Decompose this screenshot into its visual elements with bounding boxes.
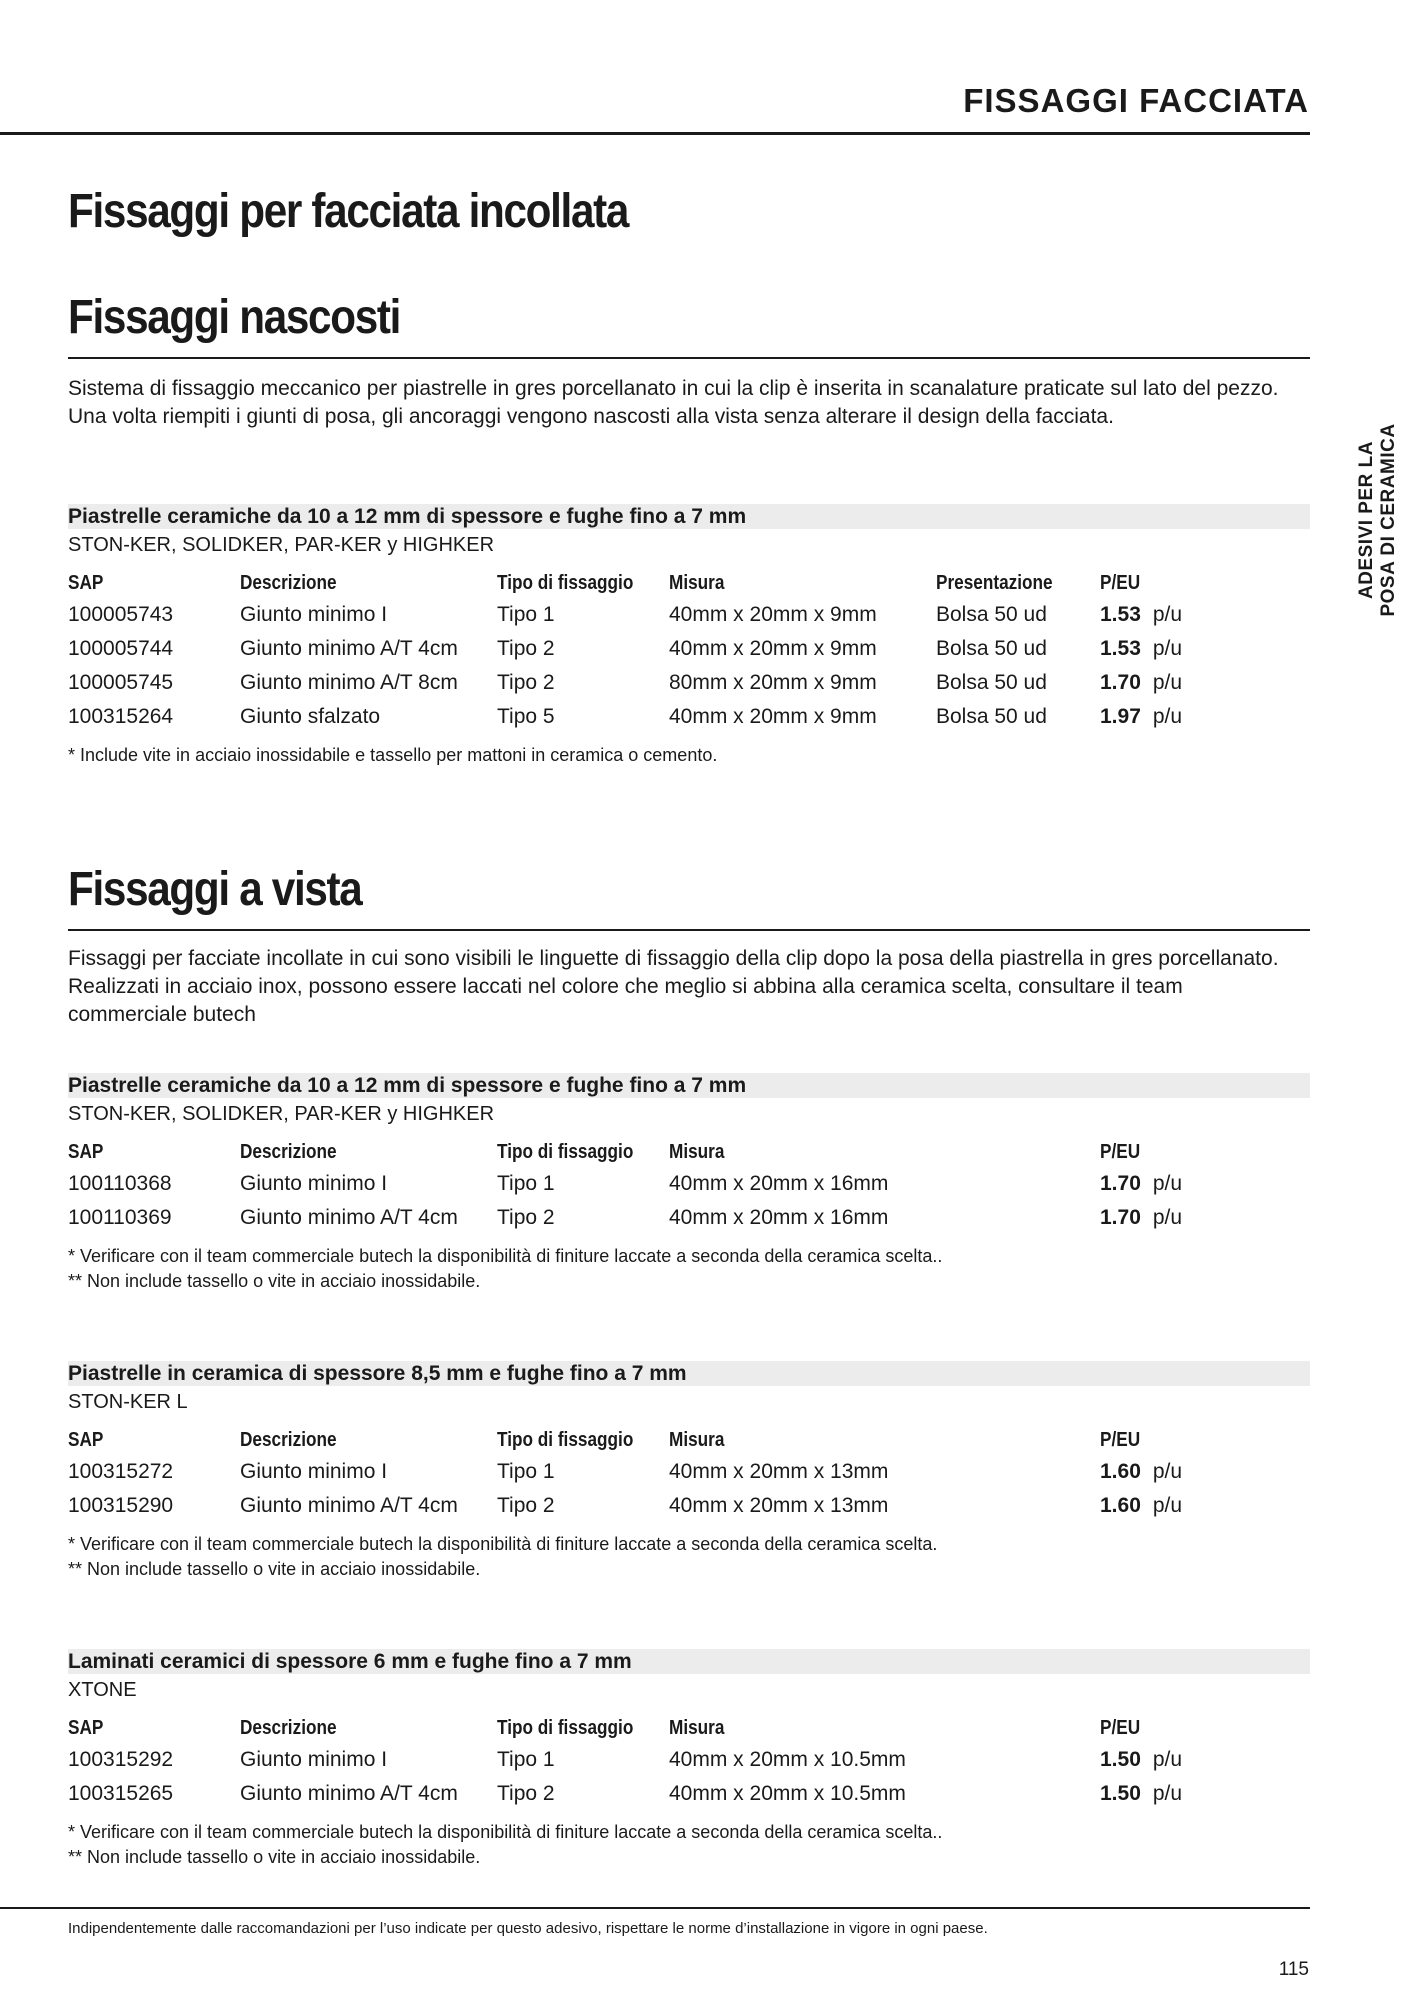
table-footnote: ** Non include tassello o vite in acciaio inossidabile. (68, 1271, 481, 1291)
side-tab (1348, 420, 1408, 620)
cell-misura: 40mm x 20mm x 10.5mm (669, 1782, 906, 1805)
cell-tipo: Tipo 2 (497, 671, 555, 694)
cell-misura: 80mm x 20mm x 9mm (669, 671, 877, 694)
cell-sap: 100315290 (68, 1494, 174, 1517)
price-value: 1.60 (1100, 1460, 1141, 1483)
price-value: 1.50 (1100, 1782, 1141, 1805)
cell-sap: 100005743 (68, 603, 174, 626)
column-header-descrizione: Descrizione (240, 1717, 337, 1739)
cell-price (1100, 666, 1182, 700)
price-value: 1.53 (1100, 603, 1141, 626)
section-description: Fissaggi per facciate incollate in cui sono visibili le linguette di fissaggio della clip dopo la posa della piastrella in gres porcellanato. Realizzati in acciaio inox, possono essere laccati nel colore che meglio si abbina alla ceramica scelta, consultare il team commerciale butech (68, 947, 1279, 1026)
cell-sap: 100315265 (68, 1782, 174, 1805)
column-header-descrizione: Descrizione (240, 1429, 337, 1451)
cell-tipo: Tipo 2 (497, 637, 555, 660)
table-footnote: * Verificare con il team commerciale butech la disponibilità di finiture laccate a seconda della ceramica scelta. (68, 1534, 938, 1554)
section-title-vista: Fissaggi a vista (68, 863, 362, 916)
product-group-title (68, 1361, 1310, 1386)
cell-price (1100, 700, 1182, 734)
cell-misura: 40mm x 20mm x 9mm (669, 705, 877, 728)
cell-tipo: Tipo 1 (497, 1460, 555, 1483)
column-header-descrizione: Descrizione (240, 572, 337, 594)
cell-descrizione: Giunto minimo I (240, 1460, 388, 1483)
price-value: 1.97 (1100, 705, 1141, 728)
price-unit: p/u (1152, 1494, 1183, 1517)
table-row (68, 1167, 1308, 1201)
cell-presentazione: Bolsa 50 ud (936, 671, 1047, 694)
price-unit: p/u (1152, 1206, 1183, 1229)
price-unit: p/u (1152, 1172, 1183, 1195)
cell-tipo: Tipo 1 (497, 603, 555, 626)
cell-misura: 40mm x 20mm x 13mm (669, 1494, 889, 1517)
price-unit: p/u (1152, 1782, 1183, 1805)
section-header-title: FISSAGGI FACCIATA (963, 82, 1309, 119)
page-title: Fissaggi per facciata incollata (68, 185, 629, 238)
column-header-descrizione: Descrizione (240, 1141, 337, 1163)
table-header-row (68, 1713, 1308, 1743)
cell-presentazione: Bolsa 50 ud (936, 705, 1047, 728)
cell-descrizione: Giunto minimo A/T 4cm (240, 1494, 458, 1517)
price-unit: p/u (1152, 671, 1183, 694)
cell-price (1100, 1201, 1182, 1235)
cell-price (1100, 1743, 1182, 1777)
cell-misura: 40mm x 20mm x 16mm (669, 1172, 889, 1195)
product-group-title (68, 1649, 1310, 1674)
cell-descrizione: Giunto minimo I (240, 1172, 388, 1195)
cell-descrizione: Giunto minimo I (240, 603, 388, 626)
cell-price (1100, 632, 1182, 666)
product-table (68, 568, 1308, 734)
cell-sap: 100005745 (68, 671, 174, 694)
table-footnote: * Verificare con il team commerciale butech la disponibilità di finiture laccate a seconda della ceramica scelta.. (68, 1246, 943, 1266)
price-value: 1.70 (1100, 671, 1141, 694)
table-footnote: * Include vite in acciaio inossidabile e tassello per mattoni in ceramica o cemento. (68, 745, 718, 765)
product-group-title (68, 504, 1310, 529)
product-group-title-text: Piastrelle in ceramica di spessore 8,5 mm e fughe fino a 7 mm (68, 1362, 687, 1385)
table-row (68, 1777, 1308, 1811)
cell-tipo: Tipo 1 (497, 1172, 555, 1195)
cell-presentazione: Bolsa 50 ud (936, 637, 1047, 660)
price-value: 1.50 (1100, 1748, 1141, 1771)
column-header-sap: SAP (68, 1141, 104, 1163)
column-header-tipo: Tipo di fissaggio (497, 572, 634, 594)
column-header-peu: P/EU (1100, 1141, 1141, 1163)
footer-divider (0, 1907, 1310, 1909)
price-value: 1.70 (1100, 1172, 1141, 1195)
column-header-tipo: Tipo di fissaggio (497, 1141, 634, 1163)
table-row (68, 598, 1308, 632)
product-group-title (68, 1073, 1310, 1098)
price-unit: p/u (1152, 1460, 1183, 1483)
header-divider (0, 132, 1310, 135)
side-tab-label (1356, 423, 1400, 616)
table-footnote: ** Non include tassello o vite in acciaio inossidabile. (68, 1847, 481, 1867)
column-header-misura: Misura (669, 1429, 725, 1451)
product-group-subtitle: STON-KER L (68, 1391, 188, 1413)
column-header-sap: SAP (68, 1429, 104, 1451)
cell-misura: 40mm x 20mm x 13mm (669, 1460, 889, 1483)
table-footnote: * Verificare con il team commerciale butech la disponibilità di finiture laccate a seconda della ceramica scelta.. (68, 1822, 943, 1842)
product-table (68, 1425, 1308, 1523)
table-row (68, 700, 1308, 734)
cell-sap: 100315264 (68, 705, 174, 728)
cell-descrizione: Giunto minimo A/T 4cm (240, 1206, 458, 1229)
cell-misura: 40mm x 20mm x 10.5mm (669, 1748, 906, 1771)
cell-descrizione: Giunto minimo A/T 4cm (240, 637, 458, 660)
price-value: 1.53 (1100, 637, 1141, 660)
cell-tipo: Tipo 2 (497, 1206, 555, 1229)
price-unit: p/u (1152, 603, 1183, 626)
column-header-tipo: Tipo di fissaggio (497, 1717, 634, 1739)
cell-sap: 100110368 (68, 1172, 172, 1195)
product-group-subtitle: STON-KER, SOLIDKER, PAR-KER y HIGHKER (68, 534, 495, 556)
cell-price (1100, 1455, 1182, 1489)
side-tab-line1: ADESIVI PER LA (1356, 441, 1377, 599)
cell-tipo: Tipo 2 (497, 1494, 555, 1517)
section-title-nascosti: Fissaggi nascosti (68, 291, 401, 344)
table-row (68, 1201, 1308, 1235)
product-group-subtitle: XTONE (68, 1679, 137, 1701)
cell-sap: 100110369 (68, 1206, 172, 1229)
cell-price (1100, 1167, 1182, 1201)
cell-descrizione: Giunto minimo A/T 4cm (240, 1782, 458, 1805)
side-tab-line2: POSA DI CERAMICA (1378, 423, 1399, 617)
cell-price (1100, 598, 1182, 632)
section-divider (68, 357, 1310, 359)
price-unit: p/u (1152, 1748, 1183, 1771)
cell-sap: 100315272 (68, 1460, 174, 1483)
price-value: 1.60 (1100, 1494, 1141, 1517)
cell-price (1100, 1489, 1182, 1523)
price-unit: p/u (1152, 705, 1183, 728)
cell-sap: 100315292 (68, 1748, 174, 1771)
table-header-row (68, 568, 1308, 598)
product-group-title-text: Piastrelle ceramiche da 10 a 12 mm di spessore e fughe fino a 7 mm (68, 1074, 747, 1097)
column-header-peu: P/EU (1100, 572, 1141, 594)
cell-descrizione: Giunto minimo A/T 8cm (240, 671, 458, 694)
column-header-presentazione: Presentazione (936, 572, 1053, 594)
table-row (68, 632, 1308, 666)
table-header-row (68, 1137, 1308, 1167)
column-header-sap: SAP (68, 572, 104, 594)
product-group-title-text: Laminati ceramici di spessore 6 mm e fughe fino a 7 mm (68, 1650, 632, 1673)
page-number: 115 (1278, 1959, 1309, 1980)
product-table (68, 1713, 1308, 1811)
column-header-misura: Misura (669, 572, 725, 594)
table-row (68, 1455, 1308, 1489)
price-value: 1.70 (1100, 1206, 1141, 1229)
cell-misura: 40mm x 20mm x 16mm (669, 1206, 889, 1229)
column-header-misura: Misura (669, 1141, 725, 1163)
section-description: Sistema di fissaggio meccanico per piastrelle in gres porcellanato in cui la clip è inserita in scanalature praticate sul lato del pezzo. Una volta riempiti i giunti di posa, gli ancoraggi vengono nascosti alla vista senza alterare il design della facciata. (68, 377, 1279, 428)
table-header-row (68, 1425, 1308, 1455)
cell-tipo: Tipo 1 (497, 1748, 555, 1771)
product-group-title-text: Piastrelle ceramiche da 10 a 12 mm di spessore e fughe fino a 7 mm (68, 505, 747, 528)
column-header-misura: Misura (669, 1717, 725, 1739)
cell-misura: 40mm x 20mm x 9mm (669, 603, 877, 626)
cell-price (1100, 1777, 1182, 1811)
cell-tipo: Tipo 5 (497, 705, 555, 728)
product-table (68, 1137, 1308, 1235)
column-header-sap: SAP (68, 1717, 104, 1739)
table-row (68, 1489, 1308, 1523)
footer-disclaimer: Indipendentemente dalle raccomandazioni per l’uso indicate per questo adesivo, rispettare le norme d’installazione in vigore in ogni paese. (68, 1920, 988, 1937)
cell-descrizione: Giunto sfalzato (240, 705, 381, 728)
column-header-peu: P/EU (1100, 1429, 1141, 1451)
product-group-subtitle: STON-KER, SOLIDKER, PAR-KER y HIGHKER (68, 1103, 495, 1125)
table-footnote: ** Non include tassello o vite in acciaio inossidabile. (68, 1559, 481, 1579)
cell-sap: 100005744 (68, 637, 174, 660)
cell-descrizione: Giunto minimo I (240, 1748, 388, 1771)
table-row (68, 1743, 1308, 1777)
table-row (68, 666, 1308, 700)
column-header-peu: P/EU (1100, 1717, 1141, 1739)
cell-tipo: Tipo 2 (497, 1782, 555, 1805)
section-divider (68, 929, 1310, 931)
cell-misura: 40mm x 20mm x 9mm (669, 637, 877, 660)
cell-presentazione: Bolsa 50 ud (936, 603, 1047, 626)
price-unit: p/u (1152, 637, 1183, 660)
column-header-tipo: Tipo di fissaggio (497, 1429, 634, 1451)
